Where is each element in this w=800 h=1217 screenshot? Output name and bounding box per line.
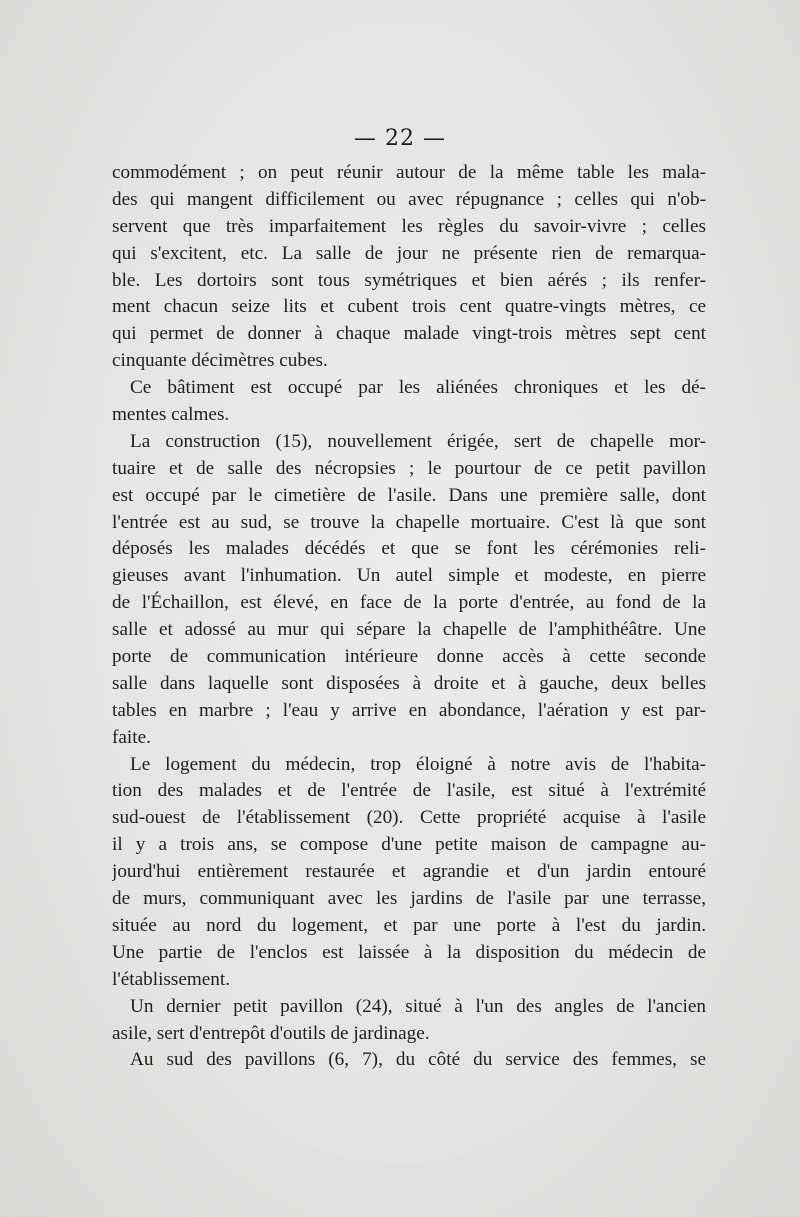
text-line: tion des malades et de l'entrée de l'asile, est situé à l'extrémité <box>112 780 706 802</box>
text-line: mentes calmes. <box>112 404 230 426</box>
text-line: salle dans laquelle sont disposées à droite et à gauche, deux belles <box>112 672 706 694</box>
paragraph-start-line: La construction (15), nouvellement érigée, sert de chapelle mor- <box>130 430 706 452</box>
text-line: qui s'excitent, etc. La salle de jour ne présente rien de remarqua- <box>112 242 706 264</box>
text-line: de l'Échaillon, est élevé, en face de la porte d'entrée, au fond de la <box>112 592 706 614</box>
text-line: servent que très imparfaitement les règles du savoir-vivre ; celles <box>112 215 706 237</box>
text-line: est occupé par le cimetière de l'asile. Dans une première salle, dont <box>112 484 706 506</box>
text-line: jourd'hui entièrement restaurée et agrandie et d'un jardin entouré <box>112 861 706 883</box>
page-number: — 22 — <box>354 126 446 151</box>
text-line: faite. <box>112 726 151 748</box>
text-line: porte de communication intérieure donne accès à cette seconde <box>112 646 706 668</box>
text-line: gieuses avant l'inhumation. Un autel simple et modeste, en pierre <box>112 565 706 587</box>
paragraph-start-line: Ce bâtiment est occupé par les aliénées chroniques et les dé- <box>130 377 706 399</box>
text-line: salle et adossé au mur qui sépare la chapelle de l'amphithéâtre. Une <box>112 619 706 641</box>
text-line: tables en marbre ; l'eau y arrive en abondance, l'aération y est par- <box>112 699 706 721</box>
text-line: cinquante décimètres cubes. <box>112 350 328 372</box>
text-line: tuaire et de salle des nécropsies ; le pourtour de ce petit pavillon <box>112 457 706 479</box>
text-line: située au nord du logement, et par une porte à l'est du jardin. <box>112 914 706 936</box>
text-line: de murs, communiquant avec les jardins de l'asile par une terrasse, <box>112 888 706 910</box>
text-line: sud-ouest de l'établissement (20). Cette propriété acquise à l'asile <box>112 807 706 829</box>
text-line: Une partie de l'enclos est laissée à la disposition du médecin de <box>112 941 706 963</box>
text-line: qui permet de donner à chaque malade vingt-trois mètres sept cent <box>112 323 706 345</box>
text-line: l'entrée est au sud, se trouve la chapelle mortuaire. C'est là que sont <box>112 511 706 533</box>
text-line: commodément ; on peut réunir autour de la même table les mala- <box>112 162 706 183</box>
text-line: l'établissement. <box>112 968 231 990</box>
text-line: asile, sert d'entrepôt d'outils de jardinage. <box>112 1022 430 1044</box>
paragraph-start-line: Au sud des pavillons (6, 7), du côté du service des femmes, se <box>130 1049 706 1071</box>
text-line: il y a trois ans, se compose d'une petite maison de campagne au- <box>112 834 706 856</box>
text-line: des qui mangent difficilement ou avec répugnance ; celles qui n'ob- <box>112 188 706 210</box>
body-text <box>112 160 706 1074</box>
text-line: ble. Les dortoirs sont tous symétriques et bien aérés ; ils renfer- <box>112 269 706 291</box>
paragraph-start-line: Un dernier petit pavillon (24), situé à l'un des angles de l'ancien <box>130 995 706 1017</box>
text-line: déposés les malades décédés et que se font les cérémonies reli- <box>112 538 706 560</box>
paragraph-start-line: Le logement du médecin, trop éloigné à notre avis de l'habita- <box>130 753 706 775</box>
text-line: ment chacun seize lits et cubent trois cent quatre-vingts mètres, ce <box>112 296 706 318</box>
